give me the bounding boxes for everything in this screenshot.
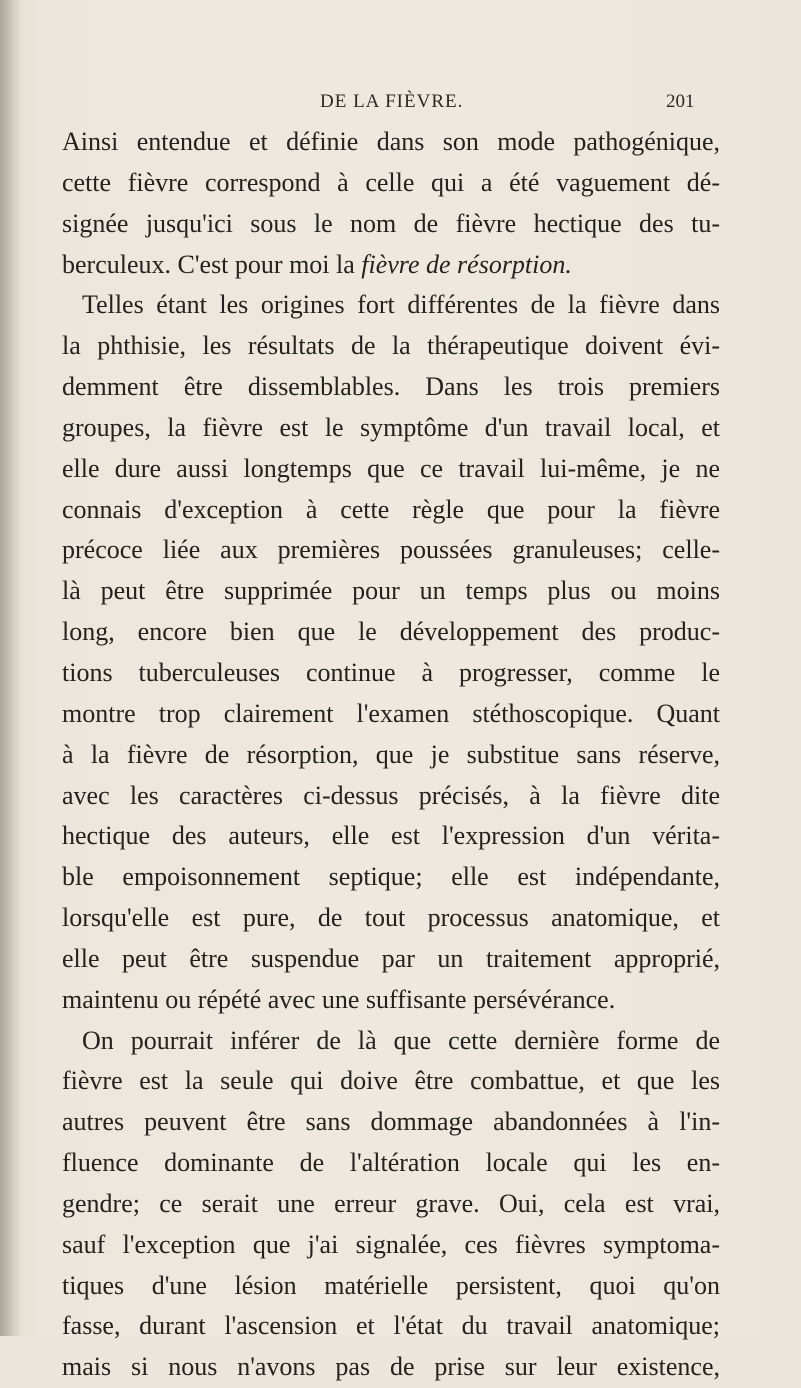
text-line: là peut être supprimée pour un temps plus ou moins xyxy=(62,576,720,606)
text-line-start: berculeux. C'est pour moi la xyxy=(62,249,355,279)
text-line: groupes, la fièvre est le symptôme d'un travail local, et xyxy=(62,412,720,442)
text-line: ble empoisonnement septique; elle est indépendante, xyxy=(62,862,720,892)
text-line: précoce liée aux premières poussées granuleuses; celle- xyxy=(62,535,720,565)
text-line: fluence dominante de l'altération locale qui les en- xyxy=(62,1148,720,1178)
text-line: tiques d'une lésion matérielle persistent, quoi qu'on xyxy=(62,1270,720,1300)
italic-term: fièvre de résorption. xyxy=(361,249,572,279)
text-line: elle peut être suspendue par un traitement approprié, xyxy=(62,943,720,973)
text-line: à la fièvre de résorption, que je substitue sans réserve, xyxy=(62,739,720,769)
page-number: 201 xyxy=(666,91,695,112)
text-line: mais si nous n'avons pas de prise sur leur existence, xyxy=(62,1352,720,1382)
text-line xyxy=(62,245,720,286)
text-line: elle dure aussi longtemps que ce travail lui-même, je ne xyxy=(62,453,720,483)
text-line: Ainsi entendue et définie dans son mode pathogénique, xyxy=(62,127,720,156)
text-line: maintenu ou répété avec une suffisante persévérance. xyxy=(62,984,616,1014)
text-line: cette fièvre correspond à celle qui a été vaguement dé- xyxy=(62,167,720,197)
text-line: gendre; ce serait une erreur grave. Oui, cela est vrai, xyxy=(62,1188,720,1218)
text-line: fasse, durant l'ascension et l'état du travail anatomique; xyxy=(62,1311,720,1341)
text-line: hectique des auteurs, elle est l'expression d'un vérita- xyxy=(62,821,720,851)
paragraph-start: Telles étant les origines fort différentes de la fièvre dans xyxy=(82,290,720,320)
body-text xyxy=(62,122,720,1388)
text-line: signée jusqu'ici sous le nom de fièvre hectique des tu- xyxy=(62,208,720,238)
text-line: tions tuberculeuses continue à progresser, comme le xyxy=(62,657,720,687)
text-line: lorsqu'elle est pure, de tout processus anatomique, et xyxy=(62,903,720,933)
running-head: DE LA FIÈVRE. xyxy=(320,91,464,112)
text-line: connais d'exception à cette règle que pour la fièvre xyxy=(62,494,720,524)
text-line: fièvre est la seule qui doive être combattue, et que les xyxy=(62,1066,720,1096)
text-line: montre trop clairement l'examen stéthoscopique. Quant xyxy=(62,698,720,728)
text-line: avec les caractères ci-dessus précisés, à la fièvre dite xyxy=(62,780,720,810)
text-line: la phthisie, les résultats de la thérapeutique doivent évi- xyxy=(62,331,720,361)
page-header xyxy=(320,91,720,115)
text-line: demment être dissemblables. Dans les trois premiers xyxy=(62,372,720,402)
paragraph-start: On pourrait inférer de là que cette dernière forme de xyxy=(82,1025,720,1055)
text-line: sauf l'exception que j'ai signalée, ces fièvres symptoma- xyxy=(62,1229,720,1259)
page-gutter-shadow xyxy=(0,0,22,1336)
text-line: long, encore bien que le développement des produc- xyxy=(62,617,720,647)
text-line: autres peuvent être sans dommage abandonnées à l'in- xyxy=(62,1107,720,1137)
